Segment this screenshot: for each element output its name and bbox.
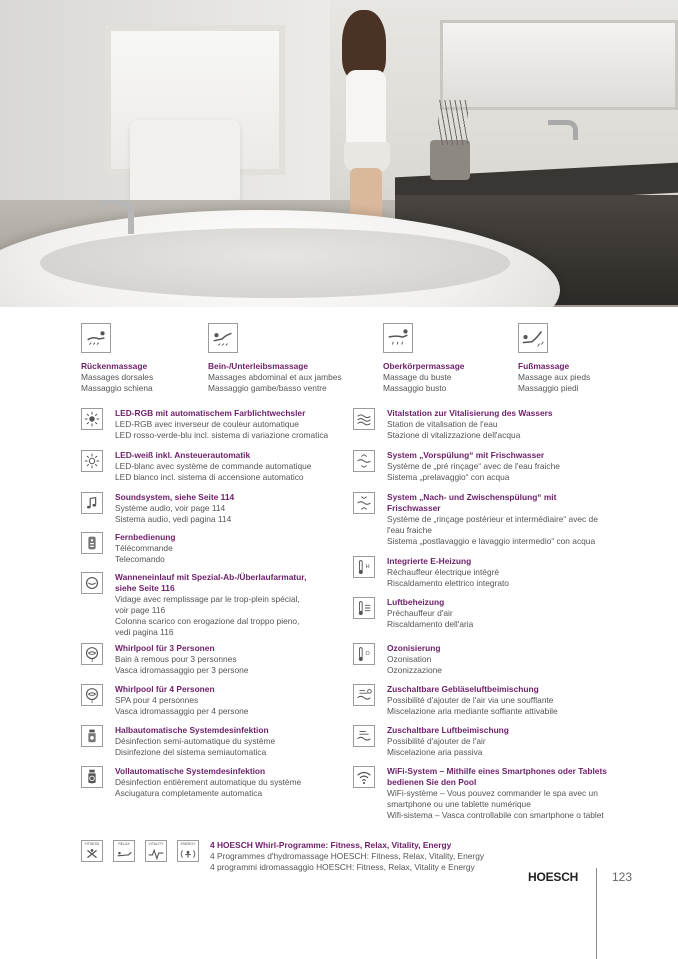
feature-fr: WiFi-système – Vous pouvez commander le spa avec un bbox=[387, 788, 598, 798]
feature-it: Colonna scarico con erogazione dal troppo pieno, bbox=[115, 616, 300, 626]
feature-title: Bein-/Unterleibsmassage bbox=[208, 361, 309, 371]
svg-text:O: O bbox=[365, 650, 370, 657]
blower-air-icon bbox=[353, 684, 375, 706]
feature-title: Fußmassage bbox=[518, 361, 570, 371]
photo-woman bbox=[332, 10, 402, 220]
whirlpool-4-icon bbox=[81, 684, 103, 706]
feature-fr: Massages abdominal et aux jambes bbox=[208, 372, 342, 382]
feature-title: Vollautomatische Systemdesinfektion bbox=[115, 766, 266, 776]
feature-it: LED bianco incl. sistema di accensione automatico bbox=[115, 472, 304, 482]
leg-massage-icon bbox=[208, 323, 238, 353]
feature-fr: SPA pour 4 personnes bbox=[115, 695, 199, 705]
photo-chair bbox=[130, 120, 240, 200]
feature-fr: Système de „pré rinçage“ avec de l'eau fraiche bbox=[387, 461, 560, 471]
feature-fr: Massage aux pieds bbox=[518, 372, 591, 382]
feature-it: Riscaldamento dell'aria bbox=[387, 619, 474, 629]
feature-it: Massaggio gambe/basso ventre bbox=[208, 383, 327, 393]
programs-it: 4 programmi idromassaggio HOESCH: Fitness, Relax, Vitality e Energy bbox=[210, 862, 475, 872]
programs-title: 4 HOESCH Whirl-Programme: Fitness, Relax, Vitality, Energy bbox=[210, 840, 452, 850]
feature-title: Ozonisierung bbox=[387, 643, 441, 653]
feature-fr: Vidage avec remplissage par le trop-plein spécial, bbox=[115, 594, 300, 604]
photo-bathtub-inner bbox=[40, 228, 510, 298]
feature-it: LED rosso-verde-blu incl. sistema di variazione cromatica bbox=[115, 430, 329, 440]
feature-it: Massaggio busto bbox=[383, 383, 447, 393]
led-rgb-icon bbox=[81, 408, 103, 430]
feature-fr-cont: l'eau fraiche bbox=[387, 525, 432, 535]
semi-auto-disinfection-icon bbox=[81, 725, 103, 747]
feature-title: Vitalstation zur Vitalisierung des Wassers bbox=[387, 408, 553, 418]
feature-title-cont: bedienen Sie den Pool bbox=[387, 777, 477, 787]
feature-it: Miscelazione aria mediante soffiante attivabile bbox=[387, 706, 558, 716]
feature-title: Halbautomatische Systemdesinfektion bbox=[115, 725, 269, 735]
feature-fr: Ozonisation bbox=[387, 654, 432, 664]
feature-fr: Bain à remous pour 3 personnes bbox=[115, 654, 237, 664]
feature-it: Sistema „prelavaggio“ con acqua bbox=[387, 472, 510, 482]
program-label: VITALITY bbox=[148, 841, 164, 846]
feature-fr-cont: smartphone ou une tablette numérique bbox=[387, 799, 531, 809]
pre-rinse-icon bbox=[353, 450, 375, 472]
feature-it: Wifi-sistema – Vasca controllabile con smartphone o tablet bbox=[387, 810, 604, 820]
feature-it: Vasca idromassaggio per 4 persone bbox=[115, 706, 249, 716]
feature-fr: Système audio, voir page 114 bbox=[115, 503, 226, 513]
feature-it: Miscelazione aria passiva bbox=[387, 747, 483, 757]
programs-fr: 4 Programmes d'hydromassage HOESCH: Fitness, Relax, Vitality, Energy bbox=[210, 851, 485, 861]
feature-fr: LED-blanc avec système de commande automatique bbox=[115, 461, 312, 471]
feature-it: Massaggio piedi bbox=[518, 383, 579, 393]
feature-title: Wanneneinlauf mit Spezial-Ab-/Überlaufarmatur, bbox=[115, 572, 307, 582]
upper-body-massage-icon bbox=[383, 323, 413, 353]
photo-basin-faucet bbox=[548, 120, 578, 140]
page-number: 123 bbox=[612, 870, 633, 884]
electric-heating-icon bbox=[353, 556, 375, 578]
water-vitalisation-icon bbox=[353, 408, 375, 430]
photo-tub-faucet bbox=[100, 200, 134, 234]
led-white-icon bbox=[81, 450, 103, 472]
feature-it: Asciugatura completamente automatica bbox=[115, 788, 263, 798]
feature-fr: Massages dorsales bbox=[81, 372, 154, 382]
feature-it: Stazione di vitalizzazione dell'acqua bbox=[387, 430, 521, 440]
remote-control-icon bbox=[81, 532, 103, 554]
feature-title: Integrierte E-Heizung bbox=[387, 556, 472, 566]
full-auto-disinfection-icon bbox=[81, 766, 103, 788]
feature-title: Luftbeheizung bbox=[387, 597, 445, 607]
air-heating-icon bbox=[353, 597, 375, 619]
feature-title: Whirlpool für 3 Personen bbox=[115, 643, 215, 653]
feature-title: Zuschaltbare Gebläseluftbeimischung bbox=[387, 684, 539, 694]
feature-it: Vasca idromassaggio per 3 persone bbox=[115, 665, 249, 675]
svg-text:4: 4 bbox=[90, 699, 94, 705]
wifi-icon bbox=[353, 766, 375, 788]
feature-title: Whirlpool für 4 Personen bbox=[115, 684, 215, 694]
footer-divider bbox=[596, 868, 597, 959]
program-label: ENERGY bbox=[180, 841, 196, 846]
bathroom-photo bbox=[0, 0, 678, 307]
feature-fr: Désinfection entièrement automatique du système bbox=[115, 777, 302, 787]
brand-logo: HOESCH bbox=[528, 870, 579, 884]
feature-fr: Préchauffeur d'air bbox=[387, 608, 453, 618]
svg-text:3: 3 bbox=[90, 658, 94, 664]
fitness-icon bbox=[81, 840, 103, 862]
feature-it: Disinfezione del sistema semiautomatica bbox=[115, 747, 267, 757]
feature-fr: Désinfection semi-automatique du système bbox=[115, 736, 276, 746]
feature-fr: Massage du buste bbox=[383, 372, 452, 382]
feature-fr: Système de „rinçage postérieur et intermédiaire“ avec de bbox=[387, 514, 598, 524]
feature-title: System „Nach- und Zwischenspülung“ mit bbox=[387, 492, 557, 502]
relax-icon bbox=[113, 840, 135, 862]
feature-title: Zuschaltbare Luftbeimischung bbox=[387, 725, 509, 735]
photo-vase bbox=[430, 140, 470, 180]
feature-it: Riscaldamento elettrico integrato bbox=[387, 578, 509, 588]
passive-air-icon bbox=[353, 725, 375, 747]
back-massage-icon bbox=[81, 323, 111, 353]
program-label: FITNESS bbox=[84, 841, 100, 846]
energy-icon bbox=[177, 840, 199, 862]
photo-mirror bbox=[440, 20, 678, 110]
foot-massage-icon bbox=[518, 323, 548, 353]
feature-fr: LED-RGB avec inverseur de couleur automatique bbox=[115, 419, 299, 429]
vitality-icon bbox=[145, 840, 167, 862]
feature-title: System „Vorspülung“ mit Frischwasser bbox=[387, 450, 545, 460]
feature-title: Soundsystem, siehe Seite 114 bbox=[115, 492, 235, 502]
feature-title: WiFi-System – Mithilfe eines Smartphones oder Tablets bbox=[387, 766, 607, 776]
feature-fr: Réchauffeur électrique intégré bbox=[387, 567, 500, 577]
feature-fr: Télécommande bbox=[115, 543, 173, 553]
post-rinse-icon bbox=[353, 492, 375, 514]
feature-title: Fernbedienung bbox=[115, 532, 176, 542]
feature-it: Ozonizzazione bbox=[387, 665, 442, 675]
whirlpool-3-icon bbox=[81, 643, 103, 665]
feature-title: LED-RGB mit automatischem Farblichtwechsler bbox=[115, 408, 306, 418]
photo-reed-sticks bbox=[438, 100, 468, 145]
feature-title: Rückenmassage bbox=[81, 361, 148, 371]
feature-title-cont: Frischwasser bbox=[387, 503, 441, 513]
program-label: RELAX bbox=[118, 841, 130, 846]
feature-it: Telecomando bbox=[115, 554, 165, 564]
feature-it: Sistema audio, vedi pagina 114 bbox=[115, 514, 232, 524]
music-note-icon bbox=[81, 492, 103, 514]
feature-title: Oberkörpermassage bbox=[383, 361, 465, 371]
feature-title-cont: siehe Seite 116 bbox=[115, 583, 175, 593]
feature-it: Sistema „postlavaggio e lavaggio intermedio“ con acqua bbox=[387, 536, 596, 546]
svg-text:H: H bbox=[365, 563, 370, 570]
feature-fr: Possibilité d'ajouter de l'air via une soufflante bbox=[387, 695, 554, 705]
feature-it: Massaggio schiena bbox=[81, 383, 153, 393]
ozonisation-icon bbox=[353, 643, 375, 665]
feature-fr: Possibilité d'ajouter de l'air bbox=[387, 736, 486, 746]
feature-title: LED-weiß inkl. Ansteuerautomatik bbox=[115, 450, 251, 460]
feature-it-cont: vedi pagina 116 bbox=[115, 627, 174, 637]
overflow-fitting-icon bbox=[81, 572, 103, 594]
feature-fr-cont: voir page 116 bbox=[115, 605, 166, 615]
feature-fr: Station de vitalisation de l'eau bbox=[387, 419, 498, 429]
